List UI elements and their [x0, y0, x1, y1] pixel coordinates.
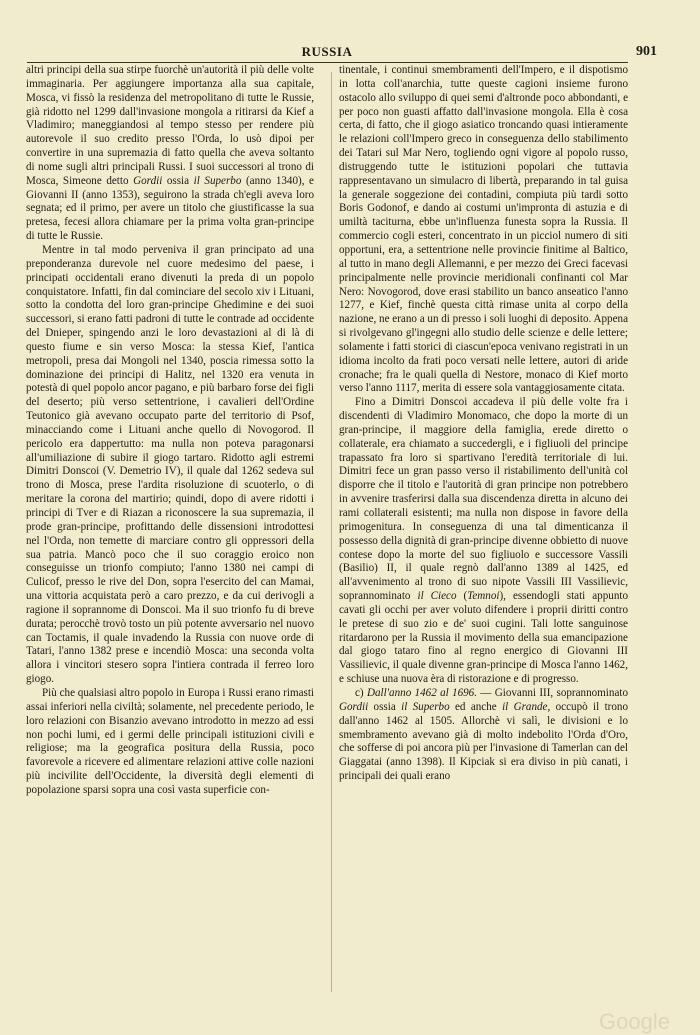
paragraph: Più che qualsiasi altro popolo in Europa i Russi erano rimasti assai inferiori nella civiltà; solamente, nel precedente periodo, le loro relazioni con Bisanzio avevano introdotto in mezzo ad essi non pochi lumi, ed i germi delle principali istituzioni civili e religiose; ma la geografica positura della Russia, poco favorevole a ricevere ed alimentare relazioni attive colle nazioni più incivilite dell'Occidente, la diversità degli elementi di popolazione sparsi sopra una così vasta superficie con-	[26, 686, 314, 796]
paragraph: tinentale, i continui smembramenti dell'Impero, e il dispotismo in lotta coll'anarchia, tutte queste cagioni insieme furono ostacolo allo sviluppo di quei semi d'altronde poco abbondanti, e per poco non guasti affatto dall'invasione mongola. Ella è cosa certa, di fatto, che il giogo asiatico troncando quasi intieramente le relazioni coll'Impero greco in conseguenza dello stabilimento dei Tatari sul Mar Nero, togliendo ogni vigore al popolo russo, distruggendo tutte le istituzioni popolari che tuttavia rappresentavano un simulacro di libertà, preparando in tal guisa la generale soggezione dei contadini, compiuta più tardi sotto Boris Godonof, e dando ai costumi un'impronta di astuzia e di umiltà taciturna, ebbe un'influenza funesta sopra la Russia. Il commercio cogli esteri, concentrato in un picciol numero di siti opportuni, era, a settentrione nelle provincie finitime al Baltico, al tutto in mano degli Allemanni, e per mezzo dei Greci facevasi principalmente nelle provincie meridionali confinanti col Mar Nero: Novogorod, dove erasi stabilito un banco anseatico l'anno 1277, e Kief, finchè questa città rimase unita al corpo della nazione, ne erano a un di presso i soli luoghi di deposito. Appena si rivolgevano gl'ingegni allo studio delle scienze e delle lettere; solamente i fatti storici di ciascun'epoca venivano registrati in un idioma incolto da frati poco versati nelle lettere, autori di aride cronache; fra le quali quella di Nestore, monaco di Kief morto verso l'anno 1117, merita di essere sola vantaggiosamente citata.	[339, 64, 628, 395]
running-title: RUSSIA	[301, 44, 353, 59]
watermark: Google	[599, 1009, 670, 1034]
header-rule	[27, 62, 628, 63]
column-divider	[331, 72, 332, 992]
section-paragraph: c) Dall'anno 1462 al 1696. — Giovanni III, soprannominato Gordii ossia il Superbo ed anche il Grande, occupò il trono dall'anno 1462 al 1505. Allorchè vi salì, le divisioni e lo smembramento avevano già di molto indebolito l'Orda d'Oro, che sofferse di poi ancora più per l'invasione di Tamerlan can del Giaggatai (anno 1398). Il Kipciak si era diviso in più canati, i principali dei quali erano	[339, 686, 628, 783]
paragraph: Fino a Dimitri Donscoi accadeva il più delle volte fra i discendenti di Vladimiro Monomaco, che dopo la morte di un gran-principe, il maggiore della famiglia, erede diretto o collaterale, era chiamato a succedergli, e i figliuoli del principe trapassato fra loro si spartivano l'eredità territoriale di lui. Dimitri fece un gran passo verso il ristabilimento dell'unità col disporre che il titolo e l'autorità di gran principe non potrebbero in avvenire trasferirsi dalla sua discendenza diretta in alcuno dei rami collaterali esistenti; ma nulla non dispose in favore della primogenitura. In conseguenza di una tal dimenticanza il possesso della dignità di gran-principe divenne obbietto di nuove contese dopo la morte del suo figliuolo e successore Vassili (Basilio) II, il quale regnò dall'anno 1389 al 1425, ed all'avvenimento al trono di suo nipote Vassili III Vassilievic, soprannominato il Cieco (Temnoi), essendogli stati appunto cavati gli occhi per aver voluto difendere i proprii diritti contro le pretese di suo zio e de' suoi cugini. Tali lotte sanguinose ritardarono per la Russia il movimento della sua emancipazione dal giogo tataro fino al regno energico di Giovanni III Vassilievic, il quale divenne gran-principe di Mosca l'anno 1462, e schiuse una nuova èra di ristorazione e di progresso.	[339, 396, 628, 686]
paragraph: Mentre in tal modo perveniva il gran principato ad una preponderanza durevole nel cuore medesimo del paese, i principati occidentali erano divenuti la preda di un popolo conquistatore. Infatti, fin dal cominciare del secolo xiv i Lituani, sotto la condotta del loro gran-principe Ghedimine e dei suoi successori, si erano fatti padroni di tutte le contrade ad occidente del Dnieper, spingendo anzi le loro devastazioni al di là di questo fiume e sin verso Mosca: la stessa Kief, l'antica metropoli, presa dai Mongoli nel 1340, poscia rimessa sotto la dominazione dei principi di Halitz, nel 1320 era venuta in potestà di quel popolo ancor pagano, e più barbaro forse dei figli del deserto; più verso settentrione, i cavalieri dell'Ordine Teutonico già avevano occupato parte del territorio di Psof, minacciando come i Lituani anche quello di Novogorod. Il pericolo era dappertutto: ma nulla non poteva paragonarsi all'umiliazione di subire il giogo tartaro. Ridotto agli estremi Dimitri Donscoi (V. Demetrio IV), il quale dal 1262 sedeva sul trono di Mosca, prese l'ardita risoluzione di scuoterlo, o di meritare la corona del martirio; quindi, dopo di avere ridotti i principi di Tver e di Riazan a riconoscere la sua supremazia, il prode gran-principe, profittando delle dissensioni introdottesi nel l'Orda, non temette di marciare contro gli oppressori della sua patria. Mancò poco che il suo coraggio eroico non conseguisse un trionfo compiuto; l'anno 1380 nei campi di Culicof, presso le rive del Don, sopra l'esercito del can Mamai, una vittoria acquistata però a caro prezzo, e da cui derivogli a ragione il soprannome di Donscoi. Ma il suo trionfo fu di breve durata; perocchè trovò tosto un più potente avversario nel nuovo can Toctamis, il quale invadendo la Russia con nuove orde di Tatari, l'anno 1382 prese e incendiò Mosca: una seconda volta allora i vincitori stesero sopra l'intiera contrada il ferreo loro giogo.	[26, 243, 314, 686]
right-column	[339, 64, 628, 994]
left-column	[26, 64, 314, 994]
page-number: 901	[636, 44, 657, 59]
paragraph: altri principi della sua stirpe fuorchè un'autorità il più delle volte immaginaria. Per aggiungere importanza alla sua capitale, Mosca, vi fissò la residenza del metropolitano di tutte le Russie, già ridotto nel 1299 dall'invasione mongola a ritirarsi da Kief a Vladimiro; maneggiandosi al tempo stesso per rendere più autorevole il suo credito presso l'Orda, lo usò dipoi per convertire in una supremazia di fatto quella che aveva soltanto di nome sugli altri principali Russi. I suoi successori al trono di Mosca, Simeone detto Gordii ossia il Superbo (anno 1340), e Giovanni II (anno 1353), seguirono la strada ch'egli aveva loro segnata; ed il primo, per avere un titolo che giustificasse la sua pretesa, fecesi allora chiamare per la prima volta gran-principe di tutte le Russie.	[26, 64, 314, 243]
